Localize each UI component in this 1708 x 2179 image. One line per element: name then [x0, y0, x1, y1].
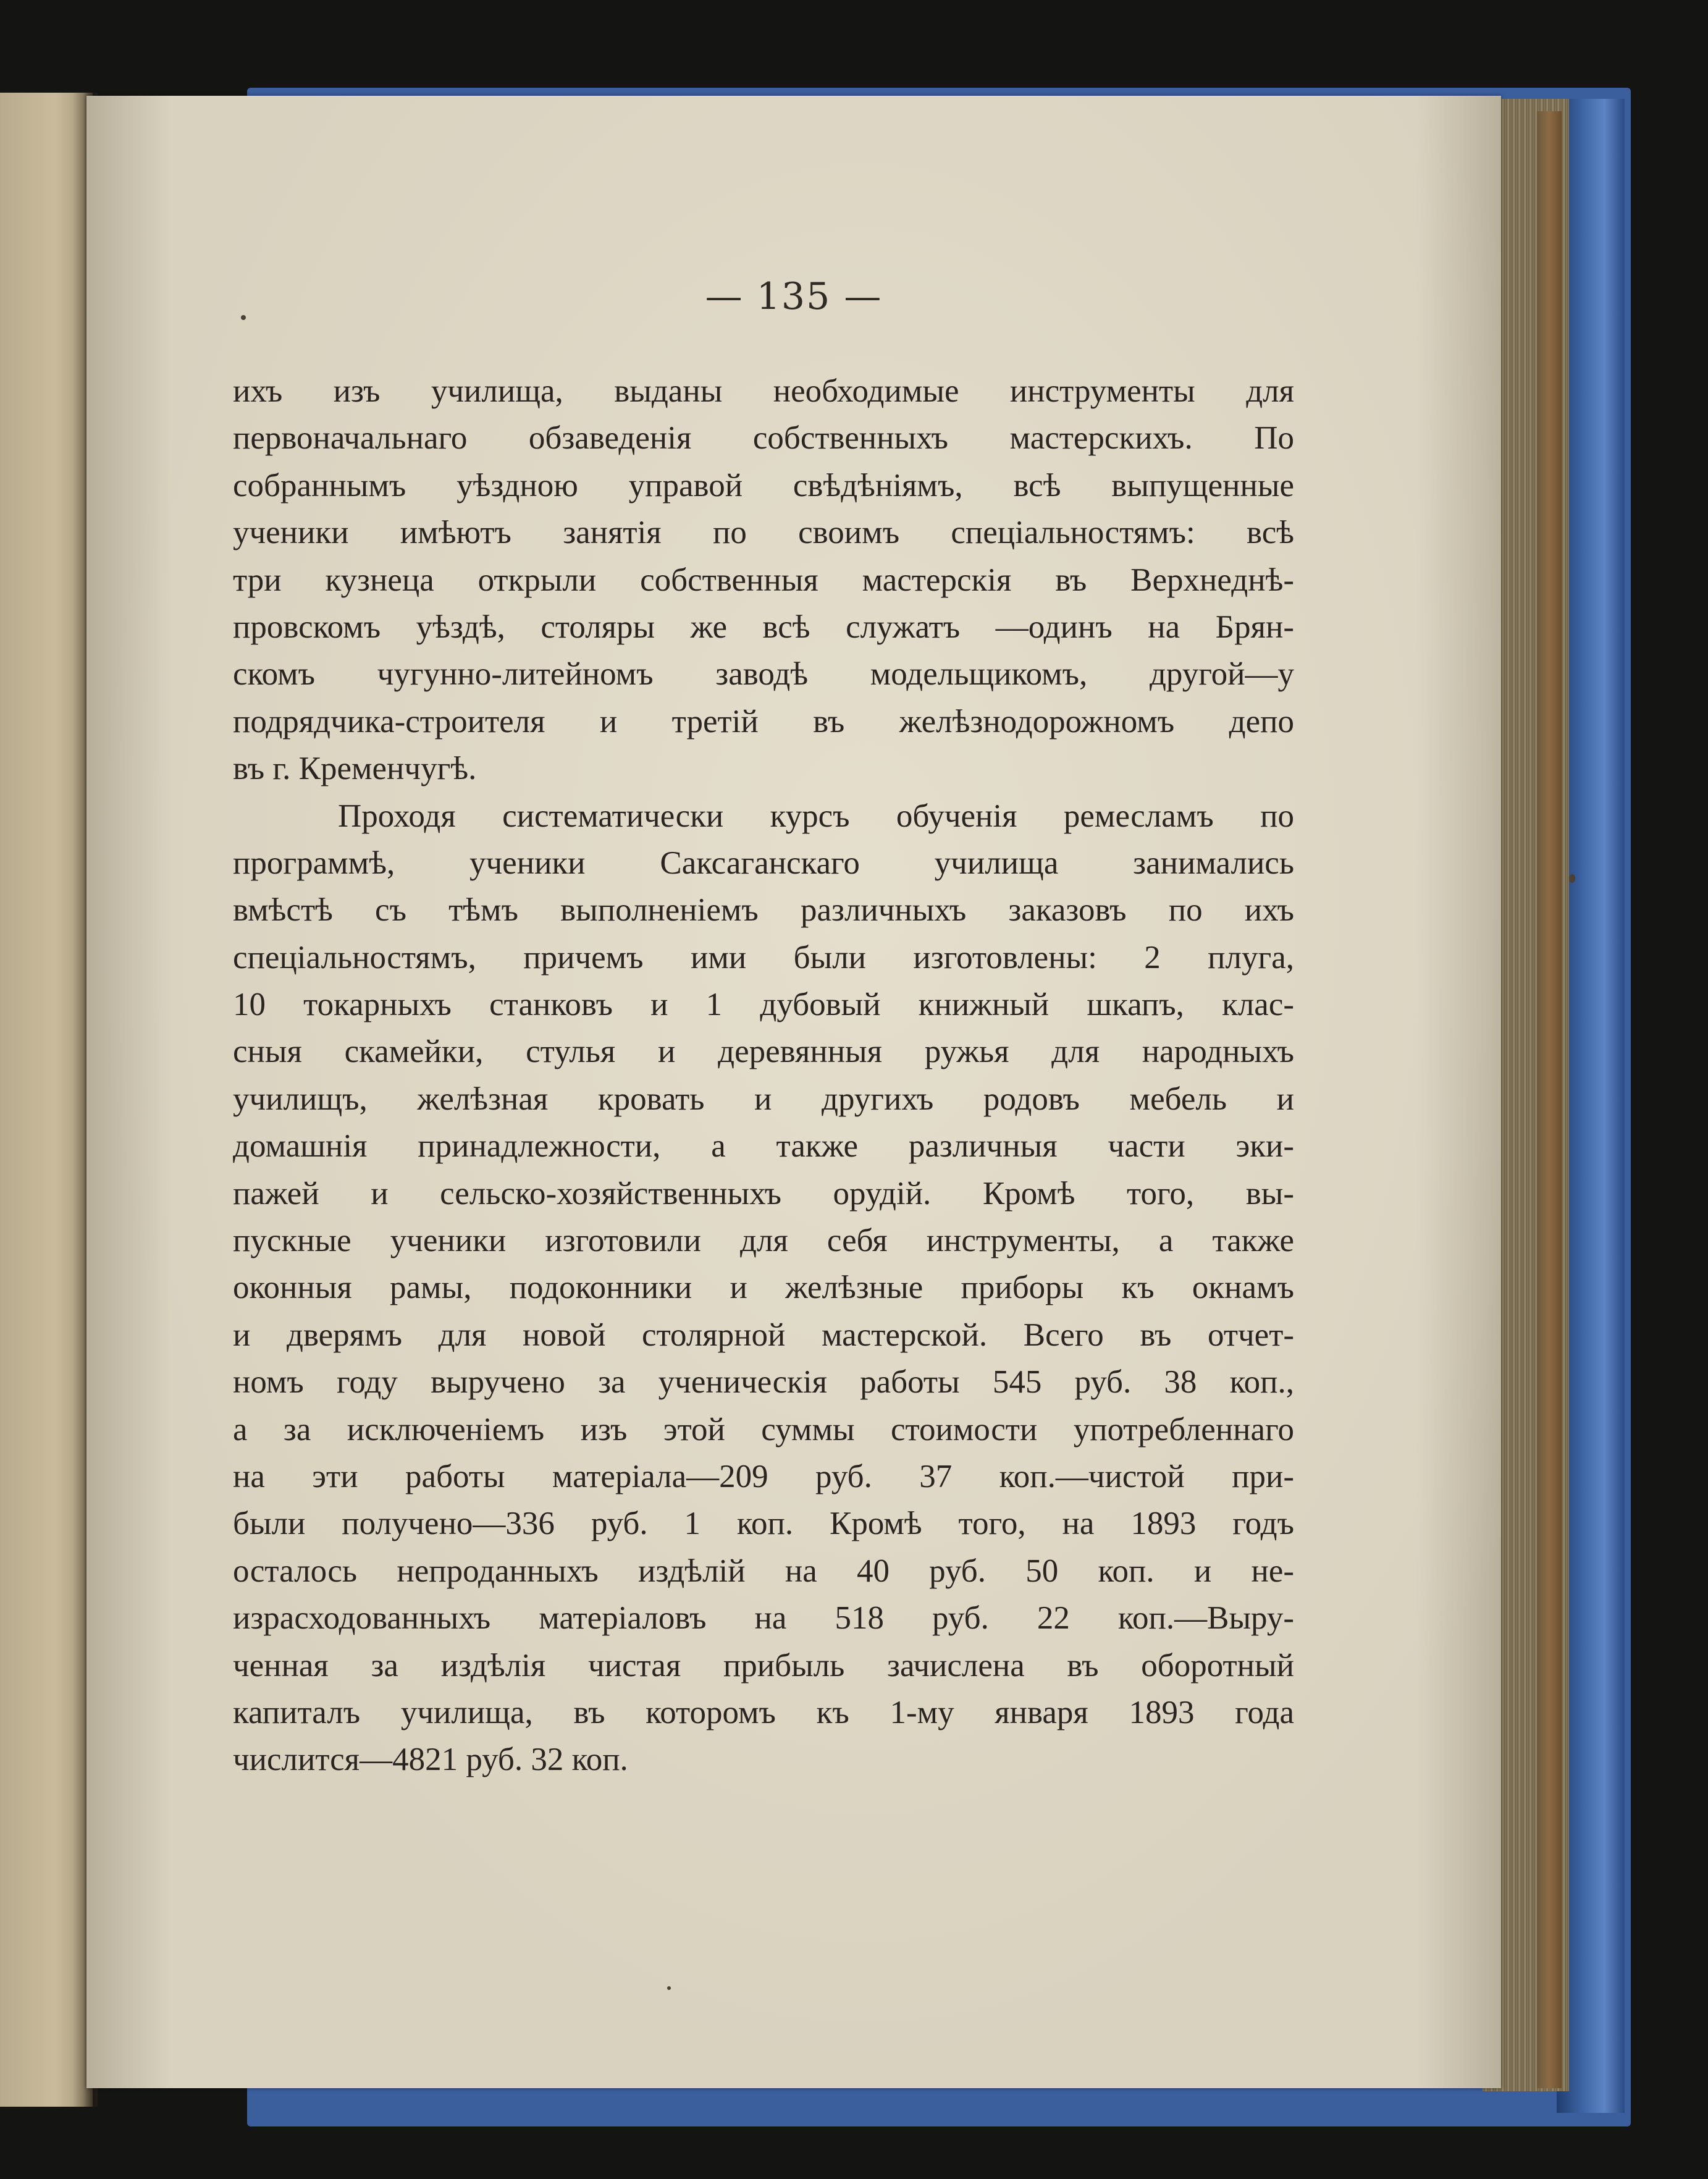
text-line: были получено—336 руб. 1 коп. Кромѣ того, на 1893 годъ: [233, 1506, 1294, 1542]
text-line: ченная за издѣлія чистая прибыль зачислена въ оборотный: [233, 1647, 1294, 1684]
paper-speck: [667, 1986, 671, 1990]
page-stack-binding: [1537, 111, 1562, 2088]
text-line: осталось непроданныхъ издѣлій на 40 руб. 50 коп. и не-: [233, 1553, 1294, 1589]
paper-speck: [1569, 874, 1575, 883]
text-line: 10 токарныхъ станковъ и 1 дубовый книжный шкапъ, клас-: [233, 987, 1294, 1023]
text-line: израсходованныхъ матеріаловъ на 518 руб. 22 коп.—Выру-: [233, 1600, 1294, 1637]
text-line: сныя скамейки, стулья и деревянныя ружья для народныхъ: [233, 1034, 1294, 1070]
right-page: [86, 96, 1501, 2088]
text-line: подрядчика-строителя и третій въ желѣзнодорожномъ депо: [233, 703, 1294, 740]
text-line: собраннымъ уѣздною управой свѣдѣніямъ, всѣ выпущенные: [233, 467, 1294, 504]
body-text: [233, 368, 1294, 1784]
text-line: ученики имѣютъ занятія по своимъ спеціальностямъ: всѣ: [233, 515, 1294, 551]
text-line: и дверямъ для новой столярной мастерской. Всего въ отчет-: [233, 1317, 1294, 1353]
text-line: программѣ, ученики Саксаганскаго училища занимались: [233, 845, 1294, 881]
text-line: пажей и сельско-хозяйственныхъ орудій. Кромѣ того, вы-: [233, 1175, 1294, 1212]
paragraph: [233, 368, 1294, 793]
text-line: Проходя систематически курсъ обученія ремесламъ по: [338, 798, 1294, 834]
text-line: ихъ изъ училища, выданы необходимые инструменты для: [233, 373, 1294, 409]
text-line: номъ году выручено за ученическія работы 545 руб. 38 коп.,: [233, 1364, 1294, 1401]
text-line: первоначальнаго обзаведенія собственныхъ мастерскихъ. По: [233, 420, 1294, 457]
text-line: а за исключеніемъ изъ этой суммы стоимости употребленнаго: [233, 1411, 1294, 1448]
text-line: провскомъ уѣздѣ, столяры же всѣ служатъ —одинъ на Брян-: [233, 609, 1294, 645]
text-line: на эти работы матеріала—209 руб. 37 коп.—чистой при-: [233, 1458, 1294, 1494]
text-line: оконныя рамы, подоконники и желѣзные приборы къ окнамъ: [233, 1270, 1294, 1306]
text-line: вмѣстѣ съ тѣмъ выполненіемъ различныхъ заказовъ по ихъ: [233, 892, 1294, 929]
text-line: училищъ, желѣзная кровать и другихъ родовъ мебель и: [233, 1081, 1294, 1117]
text-line: капиталъ училища, въ которомъ къ 1-му января 1893 года: [233, 1694, 1294, 1730]
text-line: въ г. Кременчугѣ.: [233, 751, 477, 787]
paper-speck: [241, 315, 246, 320]
page-number: — 135 —: [705, 275, 883, 318]
paragraph: [233, 793, 1294, 1784]
text-line: скомъ чугунно-литейномъ заводѣ модельщикомъ, другой—у: [233, 656, 1294, 693]
text-line: спеціальностямъ, причемъ ими были изготовлены: 2 плуга,: [233, 939, 1294, 976]
text-line: числится—4821 руб. 32 коп.: [233, 1742, 628, 1778]
text-line: три кузнеца открыли собственныя мастерскія въ Верхнеднѣ-: [233, 562, 1294, 598]
text-line: домашнія принадлежности, а также различныя части эки-: [233, 1128, 1294, 1165]
text-line: пускные ученики изготовили для себя инструменты, а также: [233, 1223, 1294, 1259]
